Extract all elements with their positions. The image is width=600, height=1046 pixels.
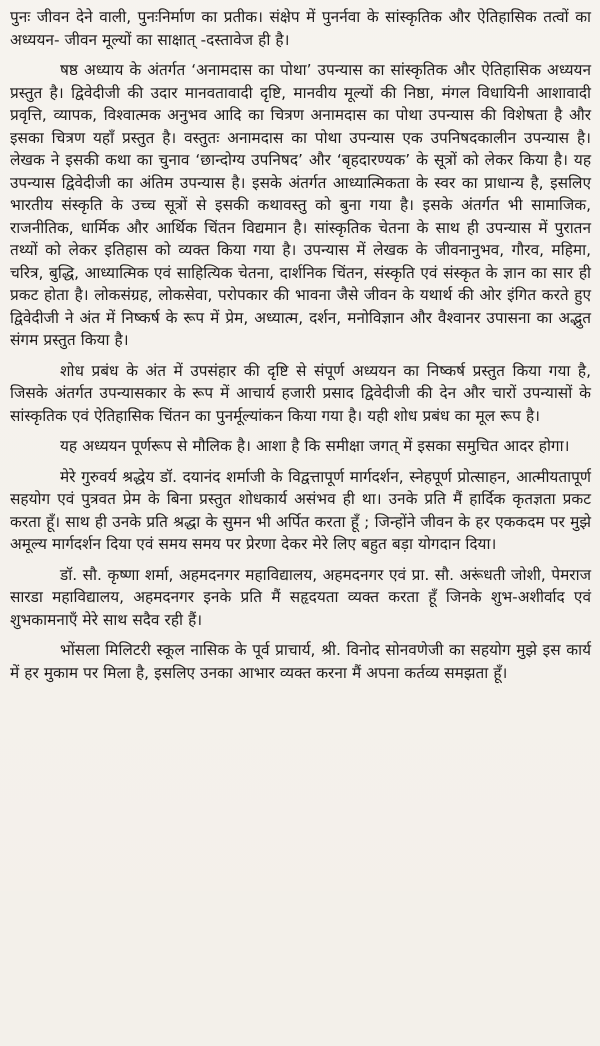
paragraph-7: भोंसला मिलिटरी स्कूल नासिक के पूर्व प्राचार्य, श्री. विनोद सोनवणेजी का सहयोग मुझे इस कार्य में हर मुकाम पर मिला है, इसलिए उनका आभार व्यक्त करना मैं अपना कर्तव्य समझता हूँ।: [10, 641, 591, 682]
paragraph-3: शोध प्रबंध के अंत में उपसंहार की दृष्टि से संपूर्ण अध्ययन का निष्कर्ष प्रस्तुत किया गया है, जिसके अंतर्गत उपन्यासकार के रूप में आचार्य हजारी प्रसाद द्विवेदीजी की देन और चारों उपन्यासों के सांस्कृतिक एवं ऐतिहासिक चिंतन का पुनर्मूल्यांकन किया गया है। यही शोध प्रबंध का मूल रूप है।: [10, 361, 591, 425]
paragraph-1: पुनः जीवन देने वाली, पुनःनिर्माण का प्रतीक। संक्षेप में पुनर्नवा के सांस्कृतिक और ऐतिहासिक तत्वों का अध्ययन- जीवन मूल्यों का साक्षात् -दस्तावेज ही है।: [10, 8, 591, 49]
paragraph-4: यह अध्ययन पूर्णरूप से मौलिक है। आशा है कि समीक्षा जगत् में इसका समुचित आदर होगा।: [60, 437, 570, 455]
paragraph-2: षष्ठ अध्याय के अंतर्गत ‘अनामदास का पोथा’ उपन्यास का सांस्कृतिक और ऐतिहासिक अध्ययन प्रस्तुत है। द्विवेदीजी की उदार मानवतावादी दृष्टि, मानवीय मूल्यों की निष्ठा, मंगल विधायिनी आशावादी प्रवृत्ति, व्यापक, विश्वात्मक अनुभव आदि का चित्रण अनामदास का पोथा उपन्यास की विशेषता है और इसका चित्रण यहाँ प्रस्तुत है। वस्तुतः अनामदास का पोथा उपन्यास एक उपनिषदकालीन उपन्यास है। लेखक ने इसकी कथा का चुनाव ‘छान्दोग्य उपनिषद’ और ‘बृहदारण्यक’ के सूत्रों को लेकर किया है। यह उपन्यास द्विवेदीजी का अंतिम उपन्यास है। इसके अंतर्गत आध्यात्मिकता के स्वर का प्राधान्य है, इसलिए भारतीय संस्कृति के उच्च सूत्रों से इसकी कथावस्तु को बुना गया है। इसके अंतर्गत भी सामाजिक, राजनीतिक, धार्मिक और आर्थिक चिंतन विद्यमान है। सांस्कृतिक चेतना के साथ ही उपन्यास में पुरातन तथ्यों को लेकर इतिहास को व्यक्त किया गया है। उपन्यास में लेखक के जीवनानुभव, गौरव, महिमा, चरित्र, बुद्धि, आध्यात्मिक एवं साहित्यिक चेतना, दार्शनिक चिंतन, संस्कृति एवं संस्कृत के ज्ञान का सार ही प्रकट होता है। लोकसंग्रह, लोकसेवा, परोपकार की भावना जैसे जीवन के यथार्थ की ओर इंगित करते हुए द्विवेदीजी ने अंत में निष्कर्ष के रूप में प्रेम, अध्यात्म, दर्शन, मनोविज्ञान और वैश्वानर उपासना का अद्भुत संगम प्रस्तुत किया है।: [10, 61, 591, 349]
paragraph-5: मेरे गुरुवर्य श्रद्धेय डॉ. दयानंद शर्माजी के विद्वत्तापूर्ण मार्गदर्शन, स्नेहपूर्ण प्रोत्साहन, आत्मीयतापूर्ण सहयोग एवं पुत्रवत प्रेम के बिना प्रस्तुत शोधकार्य असंभव ही था। उनके प्रति मैं हार्दिक कृतज्ञता प्रकट करता हूँ। साथ ही उनके प्रति श्रद्धा के सुमन भी अर्पित करता हूँ ; जिन्होंने जीवन के हर एककदम पर मुझे अमूल्य मार्गदर्शन दिया एवं समय समय पर प्रेरणा देकर मेरे लिए बहुत बड़ा योगदान दिया।: [10, 467, 591, 553]
paragraph-6: डॉ. सौ. कृष्णा शर्मा, अहमदनगर महाविद्यालय, अहमदनगर एवं प्रा. सौ. अरूंधती जोशी, पेमराज सारडा महाविद्यालय, अहमदनगर इनके प्रति मैं सहृदयता व्यक्त करता हूँ जिनके शुभ-अशीर्वाद एवं शुभकामनाएँ मेरे साथ सदैव रही हैं।: [10, 565, 591, 629]
